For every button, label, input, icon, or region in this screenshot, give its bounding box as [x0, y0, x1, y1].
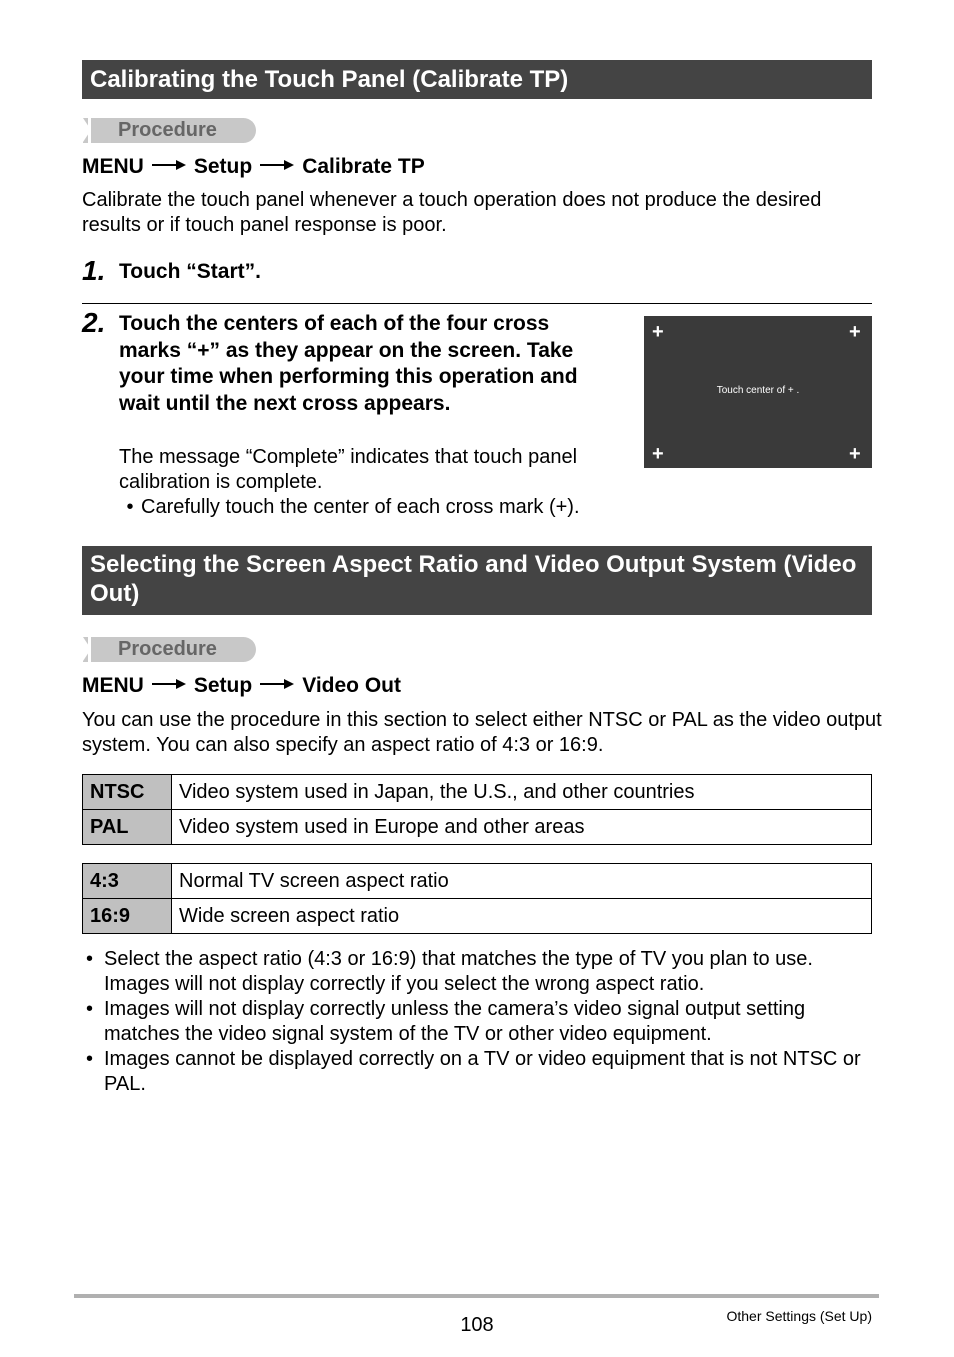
- step-number: 1.: [82, 255, 106, 286]
- footer-divider: [74, 1294, 879, 1298]
- option-desc: Video system used in Japan, the U.S., and other countries: [172, 775, 872, 810]
- step-bullet: • Carefully touch the center of each cross mark (+).: [126, 496, 580, 518]
- arrow-right-icon: [260, 160, 294, 170]
- menu-path-calibrate: MENU Setup Calibrate TP: [82, 155, 425, 178]
- footer-section-name: Other Settings (Set Up): [726, 1308, 872, 1324]
- cross-mark-icon: +: [849, 321, 861, 343]
- intro-text-calibrate: Calibrate the touch panel whenever a touch operation does not produce the desired results or if touch panel response is poor.: [82, 189, 822, 236]
- option-key: 16:9: [83, 899, 172, 934]
- aspect-ratio-table: [82, 863, 872, 934]
- step-number: 2.: [82, 307, 106, 338]
- option-desc: Wide screen aspect ratio: [172, 899, 872, 934]
- step-text: Touch the centers of each of the four cross marks “+” as they appear on the screen. Take your time when performing this operation and wait until the next cross appears.: [119, 312, 578, 415]
- arrow-right-icon: [260, 679, 294, 689]
- cross-mark-icon: +: [849, 443, 861, 465]
- option-desc: Normal TV screen aspect ratio: [172, 864, 872, 899]
- table-row: [83, 810, 872, 845]
- option-key: PAL: [83, 810, 172, 845]
- option-key: 4:3: [83, 864, 172, 899]
- procedure-badge: [83, 118, 256, 143]
- cross-mark-icon: +: [652, 321, 664, 343]
- calibration-screen-image: [644, 316, 872, 468]
- section-title-video-out: Selecting the Screen Aspect Ratio and Video Output System (Video Out): [82, 546, 872, 615]
- divider: [82, 303, 872, 304]
- intro-text-video-out: You can use the procedure in this section to select either NTSC or PAL as the video output system. You can also specify an aspect ratio of 4:3 or 16:9.: [82, 709, 882, 756]
- arrow-right-icon: [152, 679, 186, 689]
- procedure-badge: [83, 637, 256, 662]
- screen-message: Touch center of + .: [716, 385, 800, 396]
- table-row: [83, 864, 872, 899]
- step-note: The message “Complete” indicates that touch panel calibration is complete.: [119, 446, 578, 493]
- video-system-table: [82, 774, 872, 845]
- list-item: • Images cannot be displayed correctly on a TV or video equipment that is not NTSC or PAL.: [86, 1048, 861, 1095]
- procedure-label: Procedure: [118, 119, 217, 141]
- procedure-label: Procedure: [118, 638, 217, 660]
- option-desc: Video system used in Europe and other areas: [172, 810, 872, 845]
- step-text: Touch “Start”.: [119, 260, 261, 283]
- menu-path-video-out: MENU Setup Video Out: [82, 674, 401, 697]
- table-row: [83, 899, 872, 934]
- section-title-calibrate-tp: Calibrating the Touch Panel (Calibrate TP): [82, 60, 872, 99]
- list-item: • Select the aspect ratio (4:3 or 16:9) that matches the type of TV you plan to use. Images will not display correctly if you select the wrong aspect ratio.: [86, 948, 813, 995]
- notes-list: [82, 947, 882, 1097]
- page-number: 108: [460, 1314, 494, 1336]
- cross-mark-icon: +: [652, 443, 664, 465]
- list-item: • Images will not display correctly unless the camera’s video signal output setting matches the video signal system of the TV or other video equipment.: [86, 998, 806, 1045]
- arrow-right-icon: [152, 160, 186, 170]
- option-key: NTSC: [83, 775, 172, 810]
- table-row: [83, 775, 872, 810]
